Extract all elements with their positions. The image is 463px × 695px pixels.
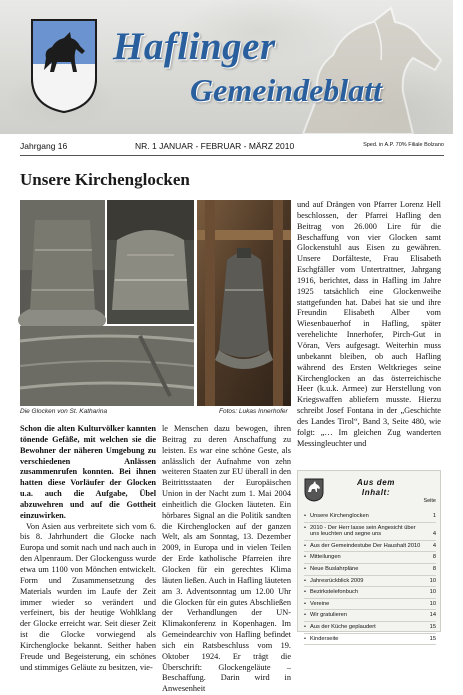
contents-item-label: Kinderseite	[310, 635, 339, 642]
contents-header	[298, 471, 442, 509]
contents-item-label: Bezirkstelefonbuch	[310, 589, 359, 596]
issue-label: NR. 1 JANUAR - FEBRUAR - MÄRZ 2010	[135, 141, 295, 151]
coat-of-arms-icon	[30, 18, 98, 114]
contents-item-page: 10	[429, 589, 436, 596]
contents-item-page: 14	[429, 612, 436, 619]
contents-item-page: 8	[432, 565, 436, 572]
contents-page-label: Seite	[423, 498, 436, 504]
bell-tower-photo	[197, 200, 291, 406]
photo-caption: Die Glocken von St. Katharina	[20, 408, 108, 415]
masthead	[0, 0, 453, 134]
contents-item-page: 1	[432, 513, 436, 519]
divider-rule	[20, 155, 444, 156]
contents-item-page: 15	[429, 623, 436, 630]
contents-item-page: 15	[429, 635, 436, 642]
contents-item[interactable]	[304, 587, 436, 599]
contents-item-page: 4	[432, 542, 436, 549]
bell-photo-top-right	[107, 200, 194, 324]
contents-item[interactable]	[304, 541, 436, 553]
contents-item-label: Jahresrückblick 2009	[310, 577, 364, 584]
volume-label: Jahrgang 16	[20, 141, 68, 151]
contents-item[interactable]	[304, 564, 436, 576]
contents-item-label: 2010 - Der Herr lasse sein Angesicht über uns leuchten und segne uns	[310, 524, 416, 538]
article-text-3: und auf Drängen von Pfarrer Lorenz Hell beschlossen, der Pfarrei Hafling den Beitrag von 26.000 Lire für die Beschaffung von vier Glocken samt Glockenstuhl aus Eisen zu gewähren. Unsere Dorfälteste, Frau Elisabeth Eschgfäller vom Untertrattner, Jahrgang 1916, berichtet, dass in Hafling im Jahre 1925 tatsächlich eine Glockenweihe stattgefunden hat. Dabei hat sie und ihre Freundin Elisabeth Alber vom Wiesenbauerhof in Hafling, später verehelichte Innerhofer, Pirch-Gut in Vöran, Vers aufgesagt. Weiterhin muss unbekannt bleiben, ob auch Hafling während des Ersten Weltkrieges seine Kirchenglocken an das österreichische Heer (k.u.k. Armee) zur Herstellung von Kriegswaffen abliefern musste. Hierzu schreibt Josef Fontana in der „Geschichte des Landes Tirol“, Band 3, Seite 480, wie folgt: „… Im gleichen Zug wanderten Messingleuchter und	[297, 200, 441, 448]
photo-credit: Fotos: Lukas Innerhofer	[219, 408, 288, 415]
contents-item[interactable]	[304, 511, 436, 523]
contents-item-page: 8	[432, 554, 436, 561]
article-intro: Schon die alten Kulturvölker kannten tönende Gefäße, mit welchen sie die Bewohner der näheren Umgebung zu verschiedenen Anlässen zusammenrufen konnten. Bei ihnen hatten diese Vorläufer der Glocken u.a. auch die Aufgabe, Übel abzuwehren und auf die Gottheit einzuwirken.	[20, 424, 156, 520]
contents-item[interactable]	[304, 552, 436, 564]
contents-box	[297, 470, 441, 642]
contents-item-label: Aus der Gemeindestube Der Haushalt 2010	[310, 542, 421, 549]
contents-item-label: Mitteilungen	[310, 554, 341, 561]
article-column-1	[20, 424, 156, 673]
coat-of-arms-icon	[304, 478, 324, 502]
contents-item[interactable]	[304, 634, 436, 646]
contents-item-label: Neue Buslahrpläne	[310, 565, 359, 572]
masthead-title: Haflinger	[113, 25, 276, 68]
horse-icon	[263, 0, 463, 134]
issue-info-bar	[20, 139, 444, 153]
contents-title: Aus dem Inhalt:	[357, 478, 395, 497]
postal-label: Sped. in A.P. 70% Filiale Bolzano	[363, 142, 444, 148]
article-text-1: Von Asien aus verbreitete sich vom 6. bis 8. Jahrhundert die Glocke nach Europa und somit nach und nach auch in den Alpenraum. Der Glockenguss wurde etwa um 1100 von Mönchen entwickelt. Form und Zusammensetzung des Materials wurden im Laufe der Zeit immer wieder so verändert und verfeinert, bis der heutige Wohlklang der Glocke erreicht war. Seit dieser Zeit ist die Glocke vorwiegend als Kirchenglocke bekannt. Seither haben Freude und Begeisterung, ein schönes und stimmiges Geläute zu besitzen, vie-	[20, 521, 156, 672]
article-title: Unsere Kirchenglocken	[20, 170, 190, 189]
bell-photo-top-left	[20, 200, 105, 324]
contents-item-label: Wir gratulieren	[310, 612, 347, 619]
article-text-2: le Menschen dazu bewogen, ihren Beitrag zu deren Anschaffung zu leisten. Es war eine schöne Geste, als anlässlich der Aufnahme von zehn weiteren Staaten zur EU überall in den Beitrittsstaaten der Europäischen Union in der Nacht zum 1. Mai 2004 einheitlich die Glocken läuteten. Ein hörbares Signal an die Politik sandten die Kirchenglocken auf der ganzen Welt, als am Sonntag, 13. Dezember 2009, in Europa und in vielen Teilen der Erde katholische Pfarreien ihre Glocken für ein gerechtes Klima läuten ließen. Auch in Hafling läuteten am 3. Adventsonntag um 12.00 Uhr die Glocken für ein gutes Abschließen der Verhandlungen der UN-Klimakonferenz in Kopenhagen. Im Gemeindearchiv von Hafling befindet sich ein Ratsbeschluss vom 19. Oktober 1924. Er trägt die Überschrift: Glockengeläute – Beschaffung. Darin wird in Anwesenheit	[162, 424, 291, 694]
contents-list	[304, 511, 436, 645]
contents-item-page: 10	[429, 577, 436, 584]
contents-item-page: 10	[429, 600, 436, 607]
bell-photo-inscription	[20, 326, 194, 406]
contents-item-label: Unsere Kirchenglocken	[310, 513, 369, 519]
contents-item[interactable]	[304, 599, 436, 611]
contents-item[interactable]	[304, 576, 436, 588]
contents-item[interactable]	[304, 610, 436, 622]
contents-item-label: Aus der Küche geplaudert	[310, 623, 376, 630]
contents-item-page: 4	[432, 531, 436, 538]
article-column-3	[297, 200, 441, 449]
masthead-subtitle: Gemeindeblatt	[190, 72, 382, 108]
contents-item-label: Vereine	[310, 600, 330, 607]
contents-item[interactable]	[304, 622, 436, 634]
contents-item[interactable]	[304, 523, 436, 541]
article-column-2	[162, 424, 291, 695]
